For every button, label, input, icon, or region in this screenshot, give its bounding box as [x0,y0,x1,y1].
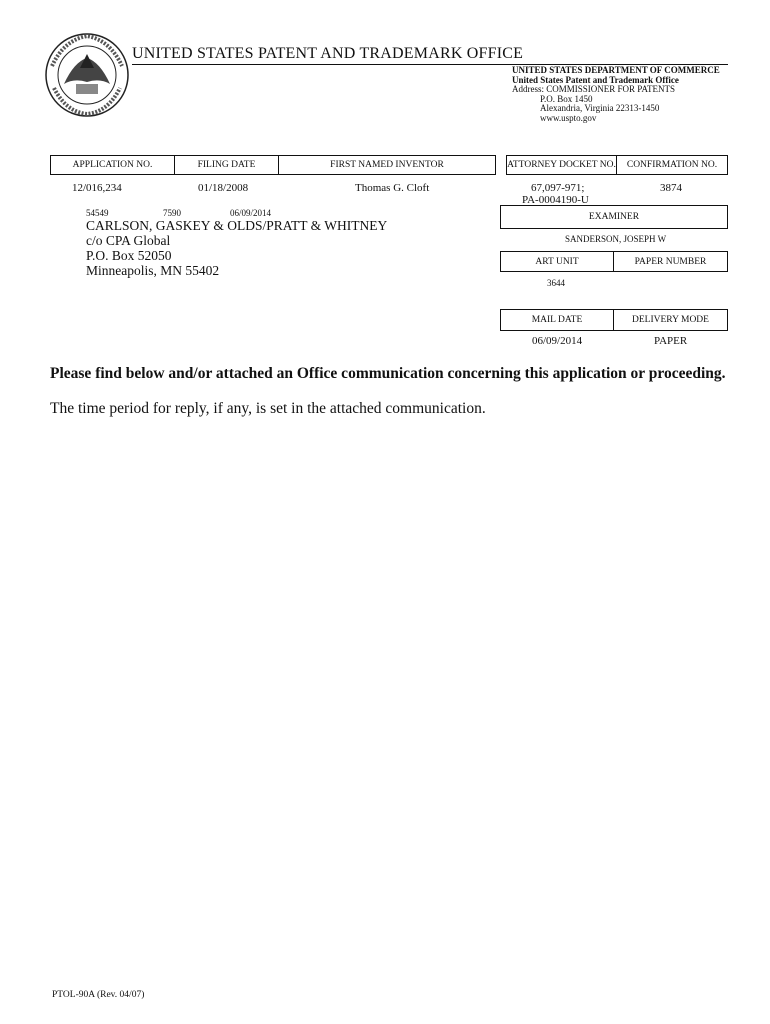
confirmation-no-value: 3874 [660,182,682,194]
filing-date-value: 01/18/2008 [198,182,249,194]
dept-line-2: United States Patent and Trademark Office [512,74,679,85]
form-identifier: PTOL-90A (Rev. 04/07) [52,990,145,1000]
paper-number-label: PAPER NUMBER [634,256,707,267]
dept-line-5: Alexandria, Virginia 22313-1450 [540,103,660,113]
correspondence-date: 06/09/2014 [230,208,272,218]
header-filing-date: FILING DATE [174,155,278,175]
attorney-docket-line-2: PA-0004190-U [522,194,589,206]
examiner-name: SANDERSON, JOSEPH W [565,234,667,244]
art-unit-label-box [500,251,614,272]
first-named-inventor-value: Thomas G. Cloft [355,182,430,194]
paper-number-label-box [613,251,728,272]
art-unit-value: 3644 [547,278,565,288]
header-application-no: APPLICATION NO. [50,155,174,175]
art-unit-label: ART UNIT [535,256,579,267]
dept-line-6: www.uspto.gov [540,112,597,123]
correspondence-name: CARLSON, GASKEY & OLDS/PRATT & WHITNEY [86,218,388,233]
examiner-label: EXAMINER [588,212,640,222]
dept-line-4: P.O. Box 1450 [540,93,593,104]
correspondence-line-4: Minneapolis, MN 55402 [86,263,220,278]
application-header-row [50,155,728,175]
uspto-seal-icon [44,32,130,118]
header-attorney-docket-no: ATTORNEY DOCKET NO. [506,155,616,175]
office-title: UNITED STATES PATENT AND TRADEMARK OFFICE [132,45,524,62]
attorney-docket-line-1: 67,097-971; [531,182,585,194]
customer-number: 54549 [86,208,109,218]
application-no-value: 12/016,234 [72,182,122,194]
header-confirmation-no: CONFIRMATION NO. [616,155,728,175]
notice-subline: The time period for reply, if any, is set in the attached communication. [50,400,486,417]
notice-headline: Please find below and/or attached an Office communication concerning this application or proceeding. [50,365,726,382]
delivery-mode-label-box [613,309,728,331]
correspondence-line-3: P.O. Box 52050 [86,248,172,263]
mail-date-label: MAIL DATE [531,315,583,325]
dept-line-3: Address: COMMISSIONER FOR PATENTS [512,84,675,94]
department-address [512,66,720,123]
examiner-label-box [500,205,728,229]
mail-date-value: 06/09/2014 [532,335,583,347]
delivery-mode-value: PAPER [654,335,688,347]
delivery-mode-label: DELIVERY MODE [632,315,709,325]
dept-line-1: UNITED STATES DEPARTMENT OF COMMERCE [512,65,720,75]
mail-date-label-box [500,309,614,331]
correspondence-line-2: c/o CPA Global [86,233,171,248]
correspondence-code: 7590 [163,208,181,218]
header-first-named-inventor: FIRST NAMED INVENTOR [278,155,496,175]
header-gap [496,155,506,175]
correspondence-address [86,218,387,278]
